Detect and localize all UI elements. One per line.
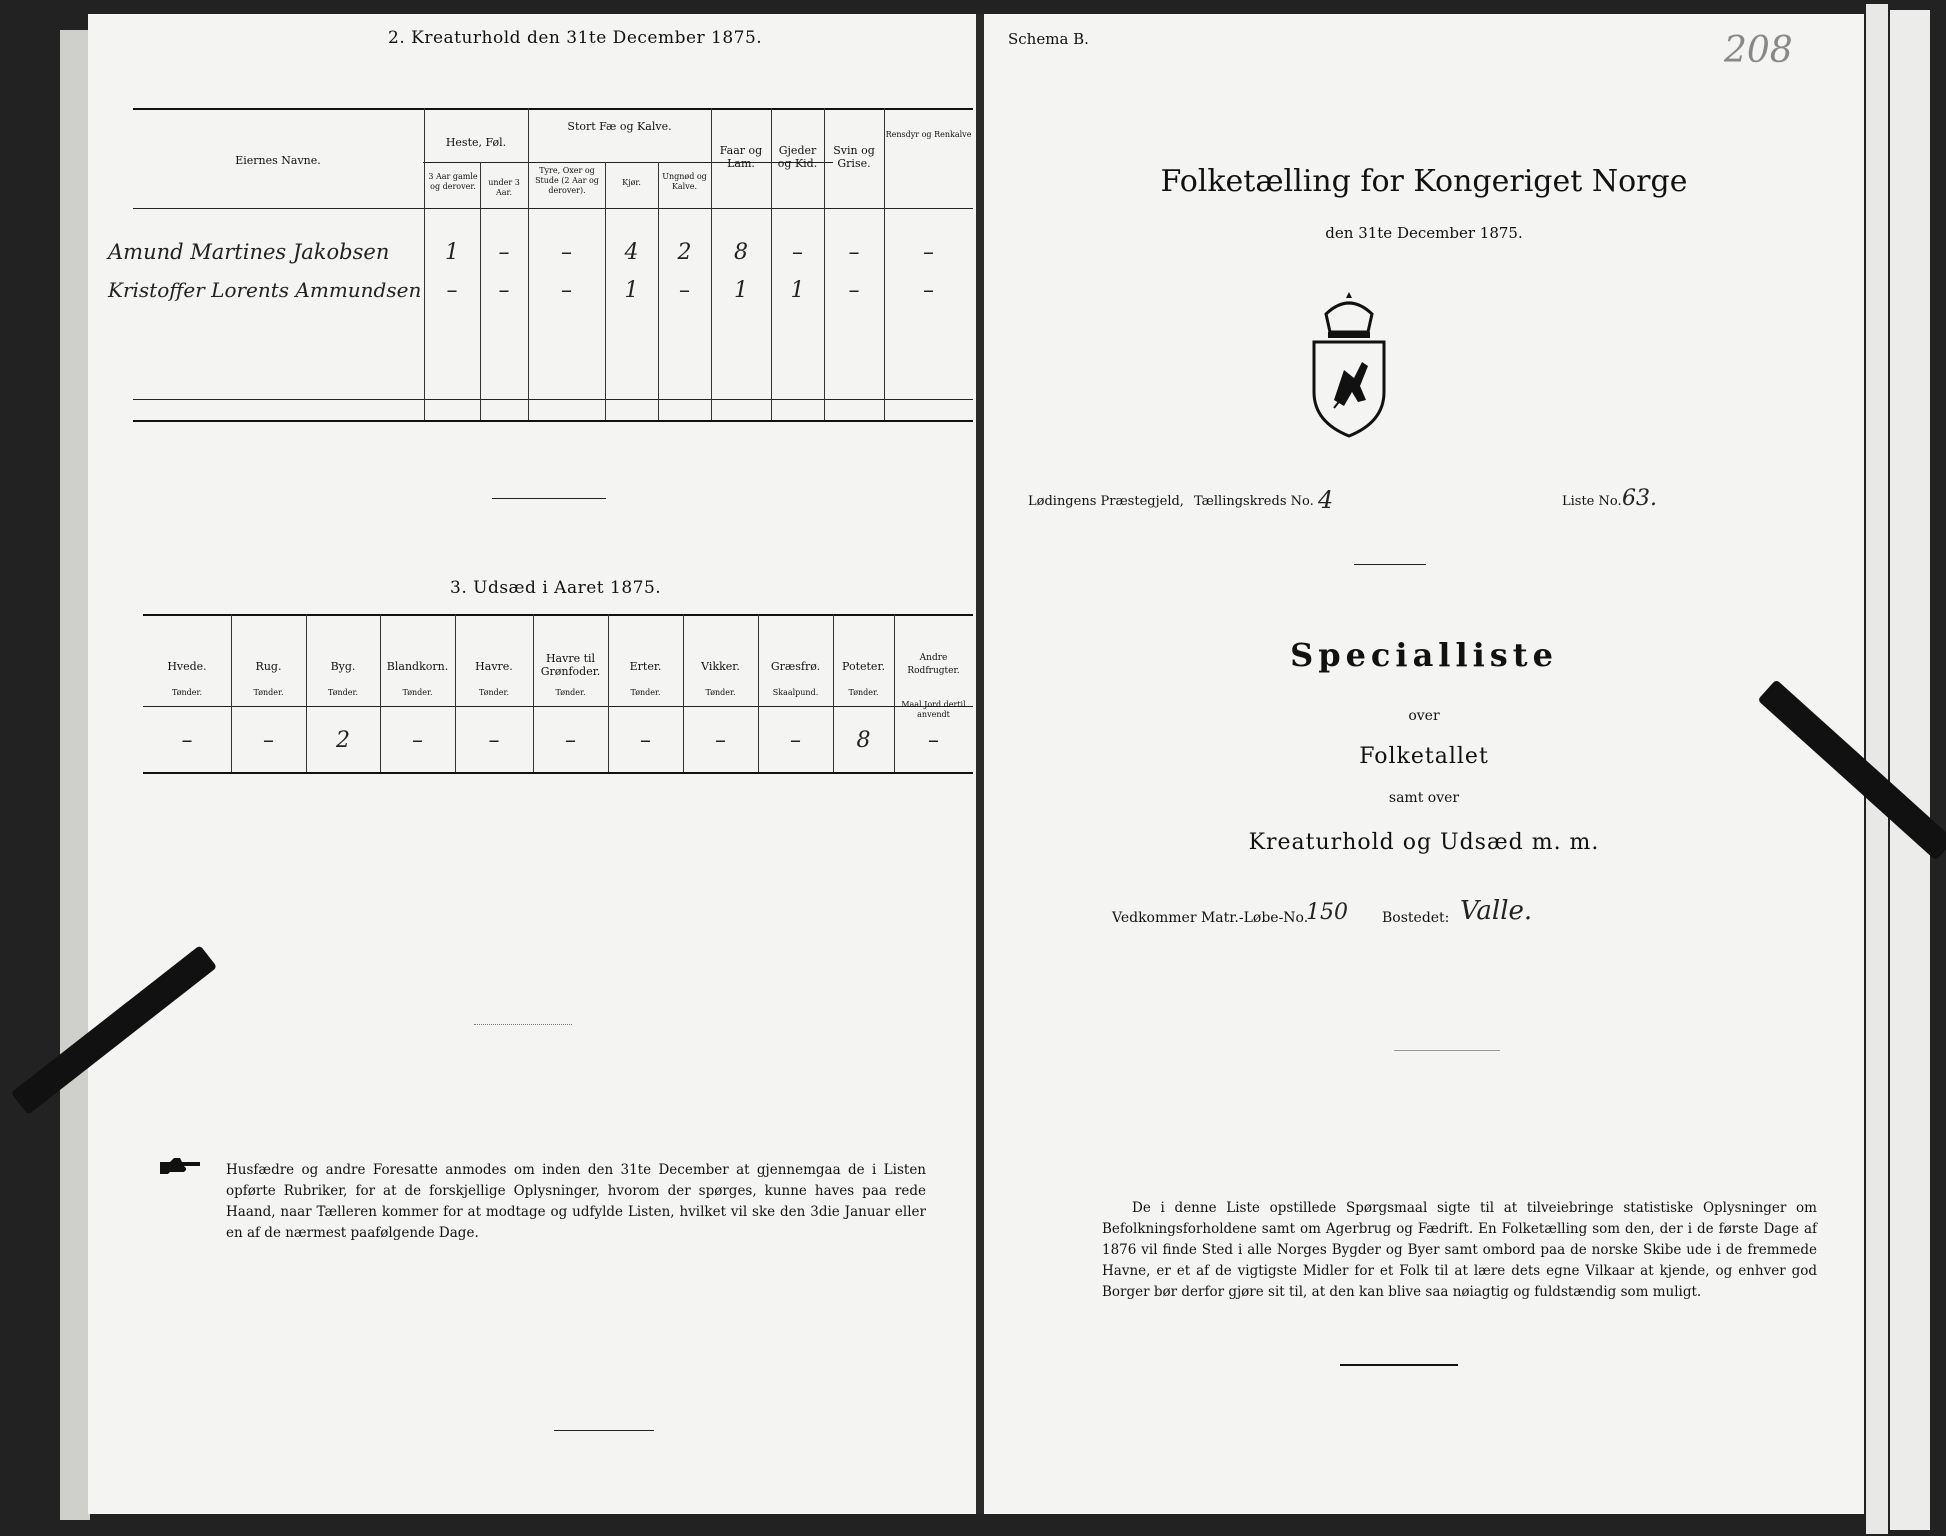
owner-name-2: Kristoffer Lorents Ammundsen xyxy=(108,278,422,302)
faar-header: Faar og Lam. xyxy=(719,144,763,170)
udsaed-header-8: Græsfrø. xyxy=(770,660,821,673)
udsaed-unit-2: Tønder. xyxy=(327,688,359,697)
explanation-paragraph: De i denne Liste opstillede Spørgsmaal sigte til at tilveiebringe statistiske Oplysninger om Befolkningsforholdene samt om Agerbrug og Fædrift. En Folketælling som den, der i de første Dage af 1876 vil finde Sted i alle Norges Bygder og Byer samt ombord paa de norske Skibe ude i de fremmede Havne, er et af de vigtigste Midler for et Folk til at lære dets egne Vilkaar at kjende, og enhver god Borger bør derfor gjøre sit til, at den kan blive saa nøiagtig og fuldstændig som muligt. xyxy=(1102,1200,1817,1300)
specialliste-heading: Specialliste xyxy=(1290,636,1558,674)
cell-rensdyr: – xyxy=(923,240,934,265)
separator-rule xyxy=(492,498,606,499)
udsaed-unit-9: Tønder. xyxy=(848,688,879,697)
section3-title: 3. Udsæd i Aaret 1875. xyxy=(450,578,662,598)
district-label: Tællingskreds No. xyxy=(1194,494,1314,509)
ungnoed-subheader: Ungnød og Kalve. xyxy=(662,172,707,191)
cell-heste-3aar: 1 xyxy=(445,240,459,265)
udsaed-unit-8: Skaalpund. xyxy=(772,688,819,697)
section2-title: 2. Kreaturhold den 31te December 1875. xyxy=(388,28,763,48)
table-rule xyxy=(143,772,973,774)
heste-header: Heste, Føl. xyxy=(445,136,507,149)
kjoer-subheader: Kjør. xyxy=(622,178,641,187)
cell-gjeder: – xyxy=(792,240,803,265)
over-text: over xyxy=(1408,708,1440,724)
notice-text: Husfædre og andre Foresatte anmodes om inden den 31te December at gjennemgaa de i Listen opførte Rubriker, for at de forskjellige Oplysninger, hvorom der spørges, kunne haves paa rede Haand, naar Tælleren kommer for at modtage og udfylde Listen, hvilket vil ske den 3die Januar eller en af de nærmest paafølgende Dage. xyxy=(226,1162,926,1241)
faint-rule xyxy=(474,1024,572,1025)
udsaed-header-3: Blandkorn. xyxy=(386,660,449,673)
cell-kjoer: 1 xyxy=(624,278,639,303)
cell-faar: 8 xyxy=(734,240,748,265)
page-edge-strip-left xyxy=(60,30,90,1520)
cell-heste-under3: – xyxy=(498,278,510,303)
district-value: 4 xyxy=(1318,486,1334,514)
cell-svin: – xyxy=(848,240,860,265)
rensdyr-header: Rensdyr og Renkalve xyxy=(885,130,972,139)
cell-tyre: – xyxy=(561,278,572,303)
cell-svin: – xyxy=(848,278,860,303)
udsaed-header-9: Poteter. xyxy=(842,660,885,673)
table-rule xyxy=(133,208,973,209)
separator-rule xyxy=(1340,1364,1458,1366)
udsaed-value-8: – xyxy=(790,728,801,753)
table-rule xyxy=(133,420,973,422)
udsaed-value-9: 8 xyxy=(856,728,871,753)
udsaed-unit-5: Tønder. xyxy=(555,688,586,697)
list-label: Liste No. xyxy=(1562,494,1622,509)
udsaed-header-5: Havre til Grønfoder. xyxy=(540,652,601,678)
udsaed-unit-0: Tønder. xyxy=(171,688,203,697)
coat-of-arms-icon xyxy=(1304,290,1394,440)
udsaed-value-5: – xyxy=(565,728,576,753)
schema-label: Schema B. xyxy=(1008,30,1089,48)
kreaturhold-text: Kreaturhold og Udsæd m. m. xyxy=(1248,830,1600,855)
udsaed-header-2: Byg. xyxy=(330,660,356,673)
faint-rule xyxy=(1394,1050,1500,1051)
parish-label: Lødingens Præstegjeld, xyxy=(1028,494,1184,509)
tyre-subheader: Tyre, Oxer og Stude (2 Aar og derover). xyxy=(535,166,599,195)
page-number: 208 xyxy=(1724,30,1793,71)
bosted-label: Bostedet: xyxy=(1382,910,1450,926)
matr-value: 150 xyxy=(1306,900,1348,925)
table-rule xyxy=(133,399,973,400)
table-rule xyxy=(133,108,973,110)
cell-ungnoed: 2 xyxy=(677,240,692,265)
census-title: Folketælling for Kongeriget Norge xyxy=(1160,164,1688,199)
left-page xyxy=(88,14,981,1514)
gjeder-header: Gjeder og Kid. xyxy=(777,144,818,170)
udsaed-value-10: – xyxy=(928,728,939,753)
cell-heste-3aar: – xyxy=(446,278,458,303)
owner-name-1: Amund Martines Jakobsen xyxy=(108,240,390,264)
udsaed-unit-6: Tønder. xyxy=(630,688,661,697)
heste-under3-subheader: under 3 Aar. xyxy=(488,178,520,197)
udsaed-unit-3: Tønder. xyxy=(402,688,433,697)
owner-header: Eiernes Navne. xyxy=(235,154,321,167)
right-page xyxy=(984,14,1864,1514)
table-rule xyxy=(143,614,973,616)
matr-label: Vedkommer Matr.-Løbe-No. xyxy=(1112,910,1309,926)
cell-heste-under3: – xyxy=(498,240,510,265)
cell-ungnoed: – xyxy=(679,278,690,303)
heste-3aar-subheader: 3 Aar gamle og derover. xyxy=(428,172,478,191)
udsaed-value-6: – xyxy=(640,728,651,753)
page-edge-strip xyxy=(1890,10,1930,1530)
svin-header: Svin og Grise. xyxy=(833,144,875,170)
samt-over-text: samt over xyxy=(1388,790,1460,806)
table-rule xyxy=(143,706,973,707)
pointing-hand-icon xyxy=(158,1156,202,1176)
list-value: 63. xyxy=(1622,486,1657,511)
udsaed-header-10: Andre Rodfrugter. xyxy=(907,653,960,676)
separator-rule xyxy=(554,1430,654,1431)
census-date: den 31te December 1875. xyxy=(1325,224,1523,242)
cell-tyre: – xyxy=(561,240,572,265)
udsaed-unit-10: Maal Jord dertil anvendt xyxy=(901,700,966,719)
cell-rensdyr: – xyxy=(923,278,934,303)
cell-gjeder: 1 xyxy=(790,278,805,303)
udsaed-unit-1: Tønder. xyxy=(253,688,284,697)
cell-kjoer: 4 xyxy=(624,240,639,265)
cell-faar: 1 xyxy=(734,278,748,303)
stort-fae-header: Stort Fæ og Kalve. xyxy=(567,120,672,133)
udsaed-header-1: Rug. xyxy=(255,660,282,673)
udsaed-value-7: – xyxy=(715,728,726,753)
udsaed-value-1: – xyxy=(263,728,274,753)
bosted-value: Valle. xyxy=(1460,896,1533,926)
udsaed-header-7: Vikker. xyxy=(701,660,740,673)
udsaed-value-0: – xyxy=(181,728,193,753)
udsaed-header-0: Hvede. xyxy=(167,660,207,673)
udsaed-unit-4: Tønder. xyxy=(478,688,510,697)
folketallet-text: Folketallet xyxy=(1359,744,1489,769)
udsaed-header-6: Erter. xyxy=(629,660,662,673)
udsaed-value-4: – xyxy=(488,728,500,753)
udsaed-value-2: 2 xyxy=(336,728,350,753)
udsaed-header-4: Havre. xyxy=(475,660,513,673)
udsaed-unit-7: Tønder. xyxy=(705,688,736,697)
separator-rule xyxy=(1354,564,1426,565)
udsaed-value-3: – xyxy=(412,728,423,753)
